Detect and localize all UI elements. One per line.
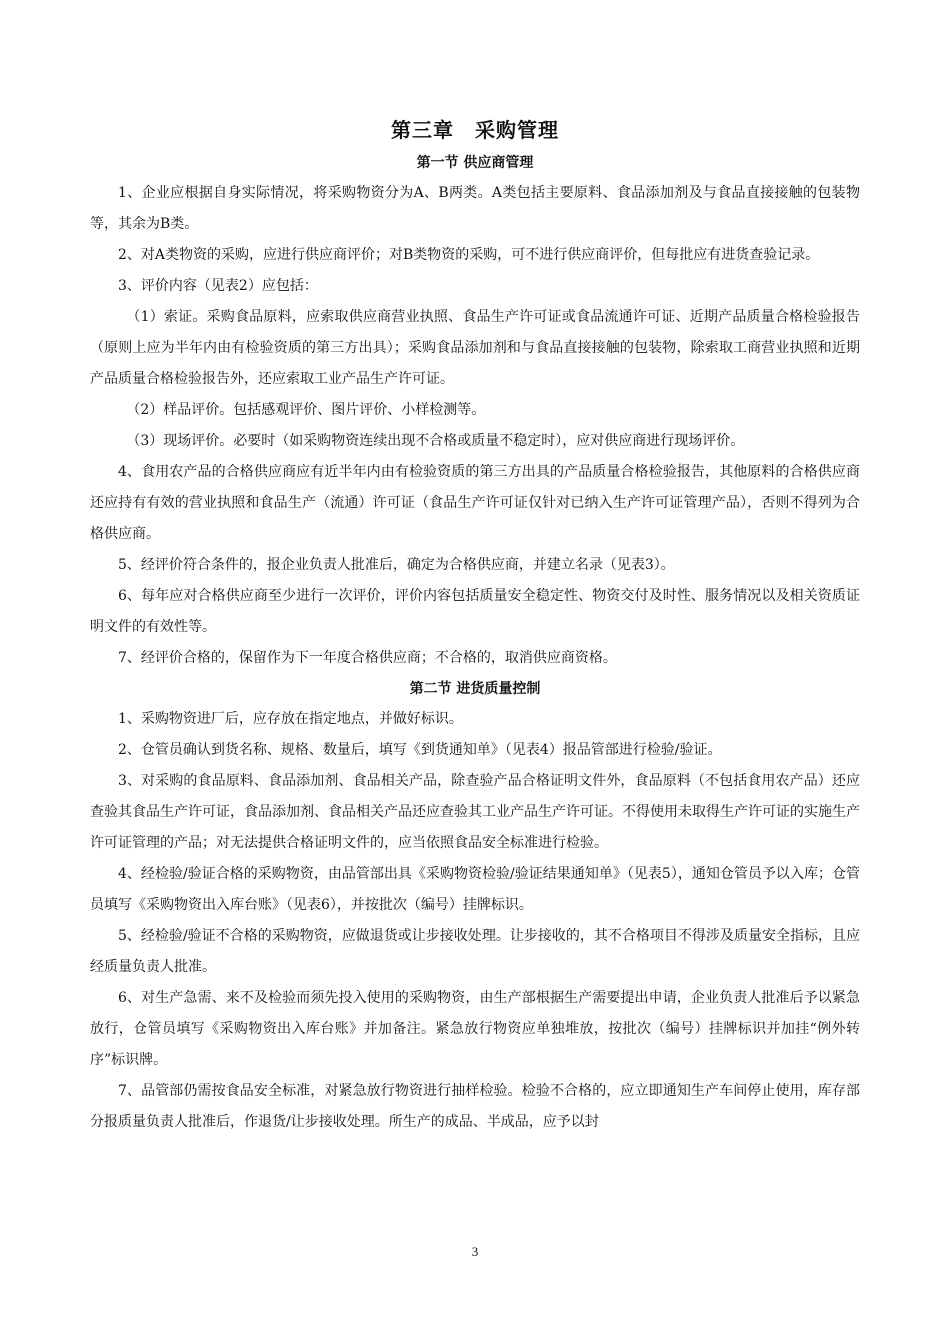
paragraph: 7、经评价合格的，保留作为下一年度合格供应商；不合格的，取消供应商资格。 (118, 650, 617, 666)
sub-paragraph: （2）样品评价。包括感观评价、图片评价、小样检测等。 (126, 402, 486, 418)
paragraph: 4、经检验/验证合格的采购物资，由品管部出具《采购物资检验/验证结果通知单》（见表5），通知仓管员予以入库；仓管员填写《采购物资出入库台账》（见表6），并按批次（编号）挂牌标识。 (90, 866, 860, 913)
paragraph: 5、经评价符合条件的，报企业负责人批准后，确定为合格供应商，并建立名录（见表3）。 (118, 557, 675, 573)
paragraph: 2、仓管员确认到货名称、规格、数量后，填写《到货通知单》（见表4）报品管部进行检验/验证。 (118, 742, 722, 758)
paragraph: 7、品管部仍需按食品安全标准，对紧急放行物资进行抽样检验。检验不合格的，应立即通知生产车间停止使用，库存部分报质量负责人批准后，作退货/让步接收处理。所生产的成品、半成品，应予以封 (90, 1083, 860, 1130)
paragraph: 6、每年应对合格供应商至少进行一次评价，评价内容包括质量安全稳定性、物资交付及时性、服务情况以及相关资质证明文件的有效性等。 (90, 588, 860, 635)
chapter-title: 第三章 采购管理 (391, 118, 559, 142)
section-title-supplier-management: 第一节 供应商管理 (416, 155, 534, 171)
paragraph: 6、对生产急需、来不及检验而须先投入使用的采购物资，由生产部根据生产需要提出申请，企业负责人批准后予以紧急放行，仓管员填写《采购物资出入库台账》并加备注。紧急放行物资应单独堆放，按批次（编号）挂牌标识并加挂“例外转序”标识牌。 (90, 990, 860, 1068)
sub-paragraph: （3）现场评价。必要时（如采购物资连续出现不合格或质量不稳定时），应对供应商进行现场评价。 (126, 433, 745, 449)
paragraph: 2、对A类物资的采购，应进行供应商评价；对B类物资的采购，可不进行供应商评价，但每批应有进货查验记录。 (118, 247, 820, 263)
page-content (90, 112, 860, 1138)
paragraph: 5、经检验/验证不合格的采购物资，应做退货或让步接收处理。让步接收的，其不合格项目不得涉及质量安全指标，且应经质量负责人批准。 (90, 928, 860, 975)
paragraph: 3、对采购的食品原料、食品添加剂、食品相关产品，除查验产品合格证明文件外，食品原料（不包括食用农产品）还应查验其食品生产许可证，食品添加剂、食品相关产品还应查验其工业产品生产许可证。不得使用未取得生产许可证的实施生产许可证管理的产品；对无法提供合格证明文件的，应当依照食品安全标准进行检验。 (90, 773, 860, 851)
page-number: 3 (471, 1244, 479, 1259)
paragraph: 1、采购物资进厂后，应存放在指定地点，并做好标识。 (118, 711, 463, 727)
section-title-incoming-quality-control: 第二节 进货质量控制 (409, 681, 541, 697)
paragraph: 3、评价内容（见表2）应包括： (118, 278, 318, 294)
paragraph: 1、企业应根据自身实际情况，将采购物资分为A、B两类。A类包括主要原料、食品添加剂及与食品直接接触的包装物等，其余为B类。 (90, 185, 860, 232)
sub-paragraph: （1）索证。采购食品原料，应索取供应商营业执照、食品生产许可证或食品流通许可证、近期产品质量合格检验报告（原则上应为半年内由有检验资质的第三方出具）；采购食品添加剂和与食品直接接触的包装物，除索取工商营业执照和近期产品质量合格检验报告外，还应索取工业产品生产许可证。 (90, 309, 860, 387)
paragraph: 4、食用农产品的合格供应商应有近半年内由有检验资质的第三方出具的产品质量合格检验报告，其他原料的合格供应商还应持有有效的营业执照和食品生产（流通）许可证（食品生产许可证仅针对已纳入生产许可证管理产品），否则不得列为合格供应商。 (90, 464, 860, 542)
